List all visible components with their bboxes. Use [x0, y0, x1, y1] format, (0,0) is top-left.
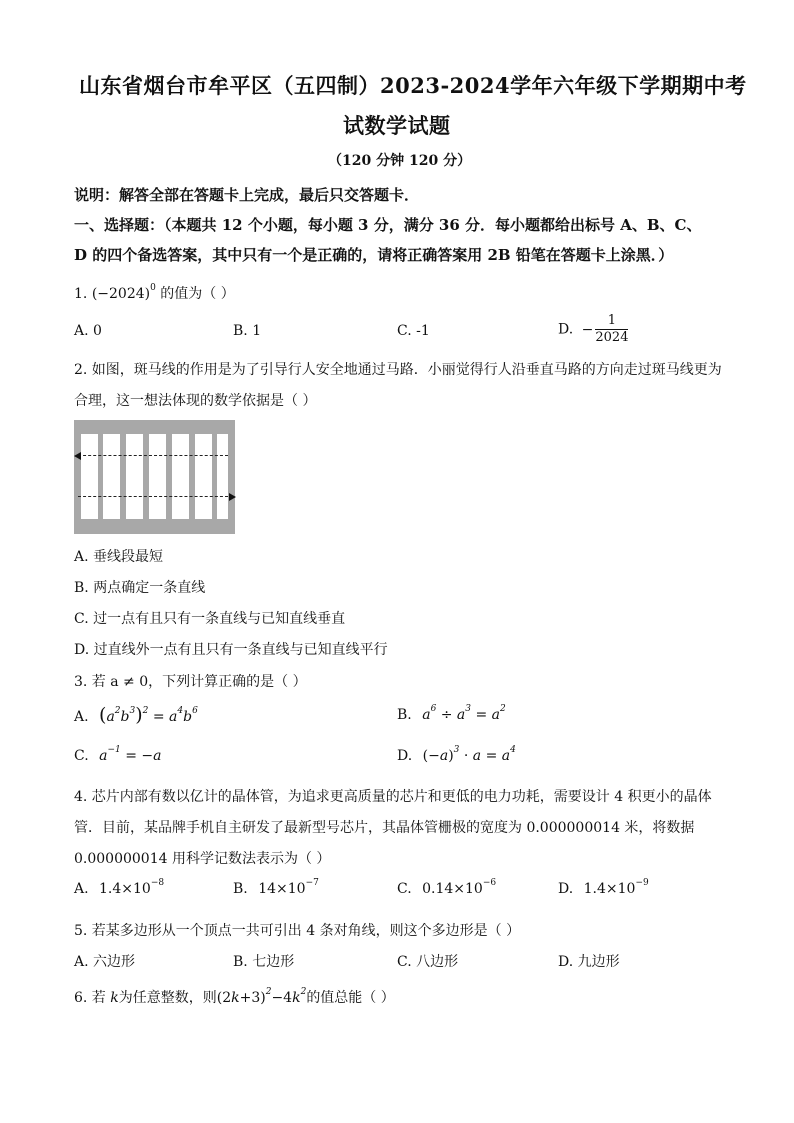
question-3: 3. 若 a ≠ 0，下列计算正确的是（ ）	[74, 674, 307, 690]
fraction: $\frac{1}{2024}$	[595, 313, 629, 345]
math-expression: $(a^2b^3)^2 = a^4b^6$	[99, 704, 198, 726]
page-title: 山东省烟台市牟平区（五四制）2023-2024学年六年级下学期期中考	[79, 73, 747, 98]
page-title-line2: 试数学试题	[343, 113, 451, 138]
q3-option-b[interactable]: B. $a^6 \div a^3 = a^2$	[397, 704, 506, 723]
q4-option-c[interactable]: C. $0.14\times 10^{-6}$	[397, 878, 497, 897]
question-number: 1.	[74, 286, 88, 302]
math-expression: $a^6 \div a^3 = a^2$	[422, 704, 506, 723]
q1-expression: $(-2024)^0$	[91, 283, 156, 302]
q3-option-a[interactable]: A. $(a^2b^3)^2 = a^4b^6$	[74, 704, 198, 726]
path-arrow-left	[78, 455, 228, 456]
q2-option-a[interactable]: A. 垂线段最短	[74, 549, 164, 565]
question-2-line1: 2. 如图，斑马线的作用是为了引导行人安全地通过马路．小丽觉得行人沿垂直马路的方向走过斑马线更为	[74, 362, 722, 378]
section1-instructions-line1: 一、选择题：（本题共 12 个小题，每小题 3 分，满分 36 分．每小题都给出标号 A、B、C、	[74, 216, 702, 234]
q3-option-d[interactable]: D. $(-a)^3 \cdot a = a^4$	[397, 745, 516, 764]
q3-option-c[interactable]: C. $a^{-1} = -a$	[74, 745, 162, 764]
q2-option-c[interactable]: C. 过一点有且只有一条直线与已知直线垂直	[74, 611, 346, 627]
zebra-stripe	[126, 434, 143, 519]
q4-option-d[interactable]: D. $1.4\times 10^{-9}$	[558, 878, 649, 897]
math-expression: $(-a)^3 \cdot a = a^4$	[422, 745, 516, 764]
q4-option-a[interactable]: A. $1.4\times 10^{-8}$	[74, 878, 165, 897]
q2-option-d[interactable]: D. 过直线外一点有且只有一条直线与已知直线平行	[74, 642, 388, 658]
q1-option-a[interactable]: A. 0	[74, 323, 102, 339]
question-4-line2: 管．目前，某品牌手机自主研发了最新型号芯片，其晶体管栅极的宽度为 0.000000014 米，将数据	[74, 820, 695, 836]
zebra-stripe	[81, 434, 98, 519]
q1-option-b[interactable]: B. 1	[233, 323, 262, 339]
exam-note: 说明：解答全部在答题卡上完成，最后只交答题卡．	[74, 186, 420, 204]
math-expression: $(2k+3)^2-4k^2$	[216, 987, 307, 1006]
question-4-line3: 0.000000014 用科学记数法表示为（ ）	[74, 851, 331, 867]
zebra-crossing-figure	[74, 420, 235, 534]
path-arrow-right	[78, 496, 228, 497]
zebra-stripe	[149, 434, 166, 519]
q5-option-a[interactable]: A. 六边形	[74, 954, 136, 970]
exam-duration-score: （120 分钟 120 分）	[328, 153, 472, 169]
math-expression: $a^{-1} = -a$	[99, 745, 162, 764]
q1-option-d[interactable]: D. − $\frac{1}{2024}$	[558, 313, 629, 345]
zebra-stripe	[195, 434, 212, 519]
question-5: 5. 若某多边形从一个顶点一共可引出 4 条对角线，则这个多边形是（ ）	[74, 923, 521, 939]
q5-option-b[interactable]: B. 七边形	[233, 954, 295, 970]
q1-option-c[interactable]: C. -1	[397, 323, 430, 339]
zebra-stripe	[217, 434, 228, 519]
question-2-line2: 合理，这一想法体现的数学依据是（ ）	[74, 393, 317, 409]
question-1	[74, 283, 235, 303]
q4-option-b[interactable]: B. $14\times 10^{-7}$	[233, 878, 319, 897]
zebra-stripe	[172, 434, 189, 519]
q1-suffix: 的值为（ ）	[160, 286, 235, 302]
q2-option-b[interactable]: B. 两点确定一条直线	[74, 580, 206, 596]
arrow-left-icon	[74, 452, 82, 460]
q5-option-d[interactable]: D. 九边形	[558, 954, 620, 970]
q5-option-c[interactable]: C. 八边形	[397, 954, 459, 970]
arrow-right-icon	[228, 493, 236, 501]
section1-instructions-line2: D 的四个备选答案，其中只有一个是正确的，请将正确答案用 2B 铅笔在答题卡上涂黑．）	[74, 246, 674, 264]
question-4-line1: 4. 芯片内部有数以亿计的晶体管，为追求更高质量的芯片和更低的电力功耗，需要设计 4 积更小的晶体	[74, 789, 712, 805]
question-6: 6. 若 k为任意整数，则$(2k+3)^2-4k^2$的值总能（ ）	[74, 987, 395, 1006]
zebra-stripe	[103, 434, 120, 519]
